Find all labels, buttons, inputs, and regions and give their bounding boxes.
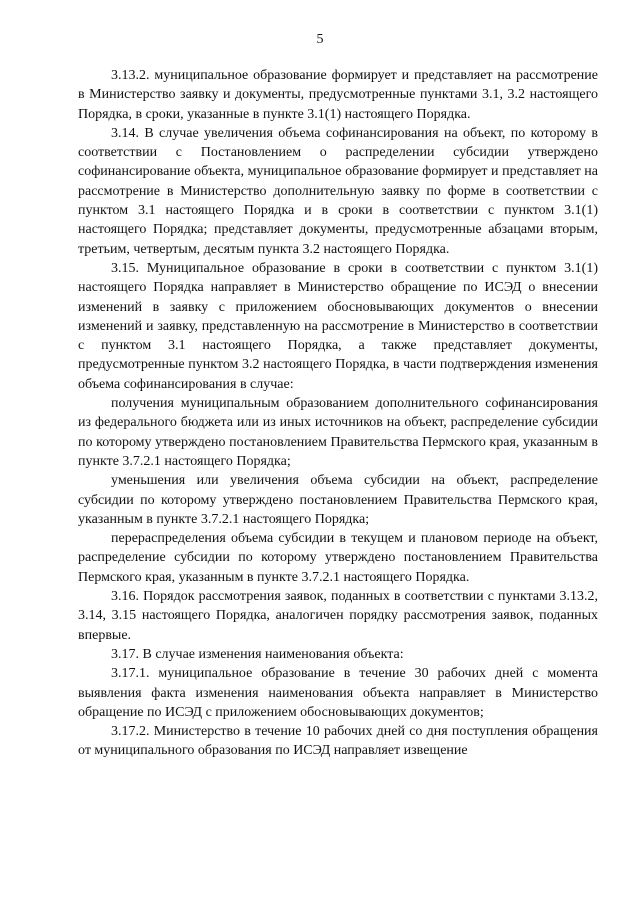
document-body xyxy=(78,66,598,761)
paragraph-3-16: 3.16. Порядок рассмотрения заявок, поданных в соответствии с пунктами 3.13.2, 3.14, 3.15 настоящего Порядка, аналогичен порядку рассмотрения заявок, поданных впервые. xyxy=(78,589,598,643)
paragraph-3-17: 3.17. В случае изменения наименования объекта: xyxy=(111,646,404,662)
paragraph-3-14: 3.14. В случае увеличения объема софинансирования на объект, по которому в соответствии с Постановлением о распределении субсидии утверждено софинансирование объекта, муниципальное образование формирует и представляет на рассмотрение в Министерство дополнительную заявку по форме в соответствии с пунктом 3.1 настоящего Порядка и в сроки в соответствии с пунктом 3.1(1) настоящего Порядка; представляет документы, предусмотренные абзацами вторым, третьим, четвертым, десятым пункта 3.2 настоящего Порядка. xyxy=(78,125,598,257)
paragraph-3-15-case-3: перераспределения объема субсидии в текущем и плановом периоде на объект, распределение субсидии по которому утверждено постановлением Правительства Пермского края, указанным в пункте 3.7.2.1 настоящего Порядка. xyxy=(78,531,598,585)
paragraph-3-15: 3.15. Муниципальное образование в сроки в соответствии с пунктом 3.1(1) настоящего Порядка направляет в Министерство обращение по ИСЭД о внесении изменений в заявку с приложением обосновывающих документов о внесении изменений и заявку, представленную на рассмотрение в Министерство в соответствии с пунктом 3.1 настоящего Порядка, а также представляет документы, предусмотренные пунктом 3.2 настоящего Порядка, в части подтверждения изменения объема софинансирования в случае: xyxy=(78,260,598,392)
paragraph-3-15-case-2: уменьшения или увеличения объема субсидии на объект, распределение субсидии по которому утверждено постановлением Правительства Пермского края, указанным в пункте 3.7.2.1 настоящего Порядка; xyxy=(78,473,598,527)
paragraph-3-17-2: 3.17.2. Министерство в течение 10 рабочих дней со дня поступления обращения от муниципального образования по ИСЭД направляет извещение xyxy=(78,724,598,759)
paragraph-3-13-2: 3.13.2. муниципальное образование формирует и представляет на рассмотрение в Министерство заявку и документы, предусмотренные пунктами 3.1, 3.2 настоящего Порядка, в сроки, указанные в пункте 3.1(1) настоящего Порядка. xyxy=(78,68,598,122)
page-number: 5 xyxy=(316,32,324,47)
paragraph-3-17-1: 3.17.1. муниципальное образование в течение 30 рабочих дней с момента выявления факта изменения наименования объекта направляет в Министерство обращение по ИСЭД с приложением обосновывающих документов; xyxy=(78,666,598,720)
paragraph-3-15-case-1: получения муниципальным образованием дополнительного софинансирования из федерального бюджета или из иных источников на объект, распределение субсидии по которому утверждено постановлением Правительства Пермского края, указанным в пункте 3.7.2.1 настоящего Порядка; xyxy=(78,396,598,469)
